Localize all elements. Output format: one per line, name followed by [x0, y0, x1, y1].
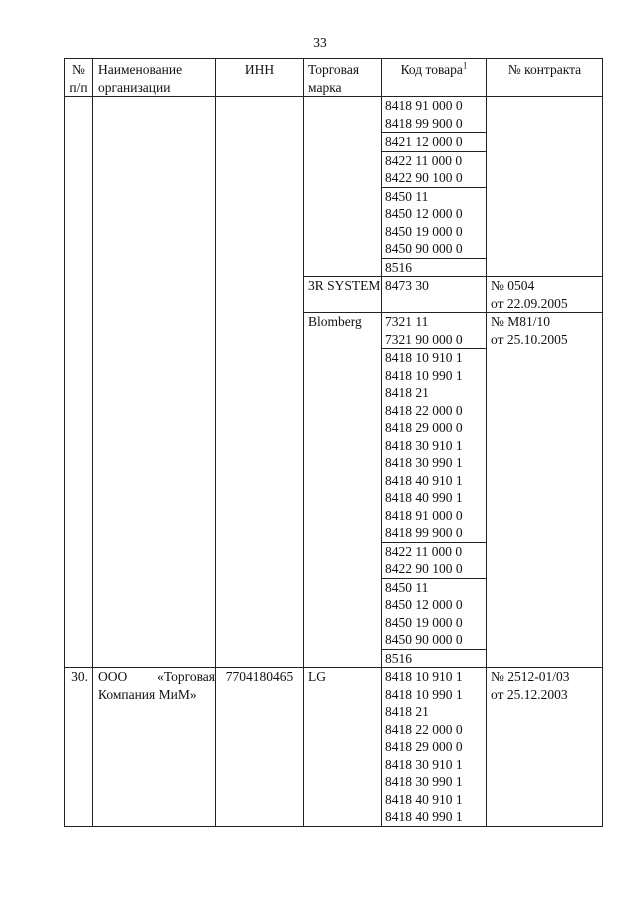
- product-code: 8422 11 000 0: [385, 543, 463, 559]
- product-code: 8418 21: [385, 385, 429, 400]
- contract-number: № 0504: [491, 278, 535, 293]
- product-code: 7321 90 000 0: [385, 331, 463, 347]
- brand-cell: 3R SYSTEM: [304, 277, 382, 313]
- brand-cell: [304, 97, 382, 277]
- product-code: 8422 90 100 0: [385, 170, 463, 185]
- product-code: 8450 90 000 0: [385, 632, 463, 647]
- contract-date: от 22.09.2005: [491, 295, 568, 311]
- product-code: 8418 10 990 1: [385, 686, 463, 702]
- product-codes-cell: [382, 97, 487, 277]
- product-code: 8418 30 990 1: [385, 774, 463, 789]
- product-code: 8418 40 910 1: [385, 791, 463, 807]
- contract-number: № 2512-01/03: [491, 669, 570, 684]
- contract-number: № M81/10: [491, 314, 551, 329]
- product-code-group: [382, 578, 486, 649]
- product-code-group: [382, 97, 486, 132]
- product-code: 8418 30 990 1: [385, 455, 463, 470]
- product-code: 8450 11: [385, 579, 429, 595]
- product-code: 8422 11 000 0: [385, 152, 463, 168]
- product-code: 8418 29 000 0: [385, 739, 463, 754]
- number-cell: [65, 97, 93, 668]
- product-code: 8418 10 990 1: [385, 367, 463, 383]
- product-code: 8418 22 000 0: [385, 721, 463, 737]
- product-code-group: [382, 649, 486, 668]
- product-code: 8418 22 000 0: [385, 402, 463, 418]
- product-codes-cell: [382, 313, 487, 668]
- product-code: 8473 30: [385, 278, 429, 293]
- product-code-group: [382, 258, 486, 277]
- product-code: 8418 30 910 1: [385, 437, 463, 453]
- contract-cell: [487, 97, 603, 277]
- product-code-list: [382, 97, 486, 276]
- product-code-group: [382, 542, 486, 578]
- brand-cell: LG: [304, 668, 382, 827]
- product-codes-cell: [382, 277, 487, 313]
- header-organization-name: Наименование организации: [93, 59, 216, 97]
- contract-date: от 25.10.2005: [491, 331, 568, 347]
- header-number: № п/п: [65, 59, 93, 97]
- product-code: 8422 90 100 0: [385, 561, 463, 576]
- header-inn: ИНН: [216, 59, 304, 97]
- product-code: 8418 99 900 0: [385, 115, 463, 131]
- product-code: 8418 40 990 1: [385, 809, 463, 824]
- product-code: 8418 91 000 0: [385, 507, 463, 523]
- product-codes-cell: [382, 668, 487, 827]
- header-brand: Торговая марка: [304, 59, 382, 97]
- product-code: 8418 40 910 1: [385, 472, 463, 488]
- organization-name-cell: ООО «Торговая Компания МиМ»: [93, 668, 216, 827]
- product-code-group: [382, 187, 486, 258]
- contract-cell: [487, 668, 603, 827]
- product-code: 8418 10 910 1: [385, 350, 463, 365]
- product-code: 8516: [385, 259, 412, 275]
- product-code: 8418 10 910 1: [385, 669, 463, 684]
- product-code-group: [382, 151, 486, 187]
- contract-cell: [487, 313, 603, 668]
- header-product-code-footnote: 1: [462, 60, 468, 71]
- header-contract: № контракта: [487, 59, 603, 97]
- header-product-code-text: Код товара: [400, 62, 463, 77]
- page-number: 33: [313, 35, 327, 50]
- product-code: 8418 29 000 0: [385, 420, 463, 435]
- table-row: [65, 668, 603, 827]
- product-code-list: [382, 313, 486, 667]
- header-product-code: [382, 59, 487, 97]
- contract-cell: [487, 277, 603, 313]
- registry-table: [64, 58, 603, 827]
- inn-cell: [216, 97, 304, 668]
- product-code: 8418 21: [385, 704, 429, 719]
- contract-date: от 25.12.2003: [491, 686, 568, 702]
- product-code: 8450 19 000 0: [385, 614, 463, 630]
- product-code: 8418 91 000 0: [385, 98, 463, 113]
- product-code-group: [382, 668, 486, 826]
- product-code: 8418 40 990 1: [385, 490, 463, 505]
- product-code: 7321 11: [385, 314, 429, 329]
- product-code-group: [382, 132, 486, 151]
- product-code: 8421 12 000 0: [385, 134, 463, 149]
- row-number-cell: 30.: [65, 668, 93, 827]
- product-code: 8418 30 910 1: [385, 756, 463, 772]
- product-code: 8450 12 000 0: [385, 206, 463, 221]
- product-code: 8450 19 000 0: [385, 223, 463, 239]
- inn-cell: 7704180465: [216, 668, 304, 827]
- product-code: 8516: [385, 650, 412, 666]
- product-code-group: [382, 348, 486, 542]
- product-code: 8450 12 000 0: [385, 597, 463, 612]
- product-code: 8450 11: [385, 188, 429, 204]
- brand-cell: Blomberg: [304, 313, 382, 668]
- table-row: [65, 97, 603, 277]
- product-code: 8418 99 900 0: [385, 525, 463, 540]
- organization-name-cell: [93, 97, 216, 668]
- product-code-list: [382, 668, 486, 826]
- product-code: 8450 90 000 0: [385, 241, 463, 256]
- table-header-row: [65, 59, 603, 97]
- product-code-group: [382, 313, 486, 348]
